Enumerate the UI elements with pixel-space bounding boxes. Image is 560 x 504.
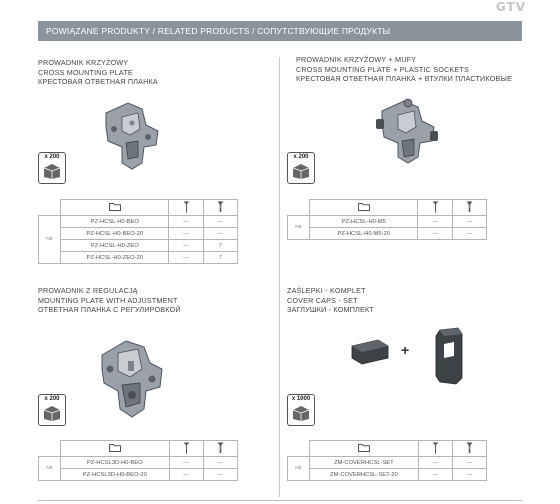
brand-logo: GTV (495, 0, 526, 14)
product-code-table (38, 440, 238, 481)
table-row: NE ZM-COVERHCSL-SET — — (288, 457, 487, 469)
product-code-table (38, 199, 238, 264)
table-row: ZM-COVERHCSL-SET-20 — — (288, 469, 487, 481)
box-icon (42, 162, 62, 180)
table-row: NE PZ-HCSL-H0-M5 — — (288, 216, 487, 228)
product-code-table (287, 199, 487, 240)
screw-icon (432, 201, 439, 213)
screw-icon (183, 442, 190, 454)
mounting-plate-adjustment-image (96, 335, 172, 421)
cover-cap-large-image (432, 326, 466, 386)
product-titles-cross-plate-sockets: PROWADNIK KRZYŻOWY + MUFY CROSS MOUNTING PLATE + PLASTIC SOCKETS КРЕСТОВАЯ ОТВЕТНАЯ ПЛАНКА + ВТУЛКИ ПЛАСТИКОВЫЕ (296, 55, 513, 84)
table-row: NE PZ-HCSL-H0-BEO — — (39, 216, 238, 228)
box-icon (42, 404, 62, 422)
table-row: PZ-HCSL-H0-ZEO — 7 (39, 240, 238, 252)
bottom-rule (38, 500, 522, 501)
table-row: PZ-HCSL3D-H0-BEO-20 — — (39, 469, 238, 481)
folder-icon (358, 443, 370, 452)
package-box-icon: x 200 (38, 152, 66, 184)
product-titles-adjustment-plate: PROWADNIK Z REGULACJĄ MOUNTING PLATE WITH ADJUSTMENT ОТВЕТНАЯ ПЛАНКА С РЕГУЛИРОВКОЙ (38, 286, 181, 315)
section-header: POWIĄZANE PRODUKTY / RELATED PRODUCTS / СОПУТСТВУЮЩИЕ ПРОДУКТЫ (38, 21, 522, 41)
euro-screw-icon (466, 201, 473, 213)
package-box-icon: x 200 (287, 152, 315, 184)
table-row: PZ-HCSL-H0-ZEO-20 — 7 (39, 252, 238, 264)
screw-icon (432, 442, 439, 454)
box-icon (291, 162, 311, 180)
cross-mounting-plate-image (98, 95, 168, 173)
plus-sign: + (401, 342, 410, 358)
euro-screw-icon (217, 201, 224, 213)
cross-mounting-plate-sockets-image (372, 95, 442, 167)
product-titles-cover-caps: ZAŚLEPKI - KOMPLET COVER CAPS - SET ЗАГЛУШКИ - КОМПЛЕКТ (287, 286, 374, 315)
screw-icon (183, 201, 190, 213)
table-row: NE PZ-HCSL3D-H0-BEO — — (39, 457, 238, 469)
folder-icon (109, 202, 121, 211)
column-divider (279, 57, 280, 497)
package-box-icon: x 200 (38, 394, 66, 426)
folder-icon (109, 443, 121, 452)
euro-screw-icon (466, 442, 473, 454)
table-row: PZ-HCSL-H0-BEO-20 — — (39, 228, 238, 240)
cover-cap-small-image (348, 336, 392, 368)
table-row: PZ-HCSL-H0-M5-20 — — (288, 228, 487, 240)
folder-icon (358, 202, 370, 211)
product-titles-cross-plate: PROWADNIK KRZYŻOWY CROSS MOUNTING PLATE КРЕСТОВАЯ ОТВЕТНАЯ ПЛАНКА (38, 58, 158, 87)
product-code-table (287, 440, 487, 481)
euro-screw-icon (217, 442, 224, 454)
package-box-icon: x 1000 (287, 394, 315, 426)
box-icon (291, 404, 311, 422)
